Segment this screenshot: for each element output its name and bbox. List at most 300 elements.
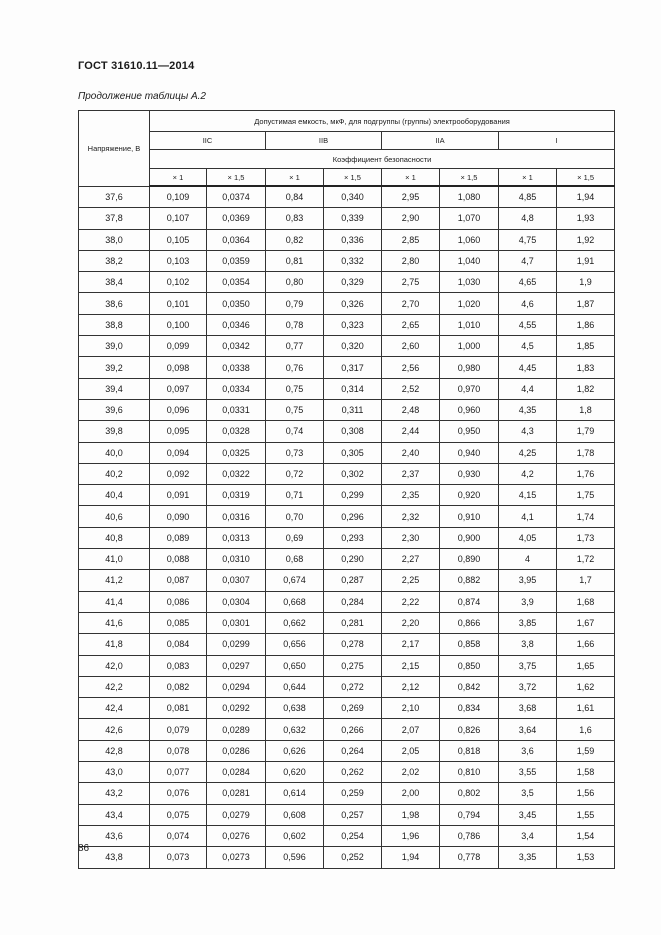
table-header — [79, 111, 615, 187]
capacitance-cell: 0,296 — [324, 506, 382, 527]
capacitance-cell: 1,75 — [557, 485, 615, 506]
capacitance-cell: 0,284 — [324, 591, 382, 612]
capacitance-cell: 0,0359 — [207, 250, 266, 271]
capacitance-cell: 2,02 — [382, 762, 440, 783]
capacitance-cell: 1,94 — [557, 186, 615, 208]
voltage-cell: 39,6 — [79, 399, 150, 420]
capacitance-cell: 0,0369 — [207, 208, 266, 229]
table-row — [79, 336, 615, 357]
capacitance-cell: 1,72 — [557, 549, 615, 570]
capacitance-cell: 2,80 — [382, 250, 440, 271]
capacitance-cell: 3,55 — [499, 762, 557, 783]
capacitance-cell: 4,3 — [499, 421, 557, 442]
capacitance-cell: 2,22 — [382, 591, 440, 612]
capacitance-cell: 0,317 — [324, 357, 382, 378]
capacitance-cell: 4,35 — [499, 399, 557, 420]
factor-header: × 1,5 — [207, 169, 266, 187]
table-row — [79, 506, 615, 527]
capacitance-cell: 0,68 — [266, 549, 324, 570]
capacitance-cell: 0,608 — [266, 804, 324, 825]
voltage-cell: 40,8 — [79, 527, 150, 548]
capacitance-cell: 0,644 — [266, 676, 324, 697]
capacitance-cell: 1,8 — [557, 399, 615, 420]
capacitance-cell: 0,668 — [266, 591, 324, 612]
factor-header: × 1,5 — [440, 169, 499, 187]
table-row — [79, 314, 615, 335]
capacitance-cell: 0,290 — [324, 549, 382, 570]
capacitance-cell: 0,076 — [150, 783, 207, 804]
capacitance-cell: 0,0322 — [207, 463, 266, 484]
capacitance-cell: 0,75 — [266, 399, 324, 420]
table-row — [79, 783, 615, 804]
capacitance-cell: 2,48 — [382, 399, 440, 420]
capacitance-cell: 1,87 — [557, 293, 615, 314]
capacitance-cell: 0,650 — [266, 655, 324, 676]
capacitance-cell: 4,15 — [499, 485, 557, 506]
table-row — [79, 250, 615, 271]
capacitance-cell: 0,083 — [150, 655, 207, 676]
voltage-cell: 40,4 — [79, 485, 150, 506]
table-row — [79, 357, 615, 378]
capacitance-cell: 0,293 — [324, 527, 382, 548]
capacitance-cell: 0,778 — [440, 847, 499, 868]
table-row — [79, 293, 615, 314]
capacitance-cell: 2,60 — [382, 336, 440, 357]
capacitance-table — [78, 110, 615, 869]
capacitance-cell: 0,096 — [150, 399, 207, 420]
capacitance-cell: 4,6 — [499, 293, 557, 314]
capacitance-cell: 0,940 — [440, 442, 499, 463]
voltage-cell: 37,6 — [79, 186, 150, 208]
capacitance-cell: 0,980 — [440, 357, 499, 378]
capacitance-cell: 1,040 — [440, 250, 499, 271]
capacitance-cell: 0,0294 — [207, 676, 266, 697]
table-row — [79, 399, 615, 420]
capacitance-cell: 0,82 — [266, 229, 324, 250]
table-row — [79, 698, 615, 719]
voltage-cell: 41,4 — [79, 591, 150, 612]
capacitance-cell: 0,950 — [440, 421, 499, 442]
capacitance-cell: 0,834 — [440, 698, 499, 719]
capacitance-cell: 0,079 — [150, 719, 207, 740]
capacitance-cell: 0,786 — [440, 825, 499, 846]
capacitance-cell: 1,67 — [557, 612, 615, 633]
capacitance-cell: 0,082 — [150, 676, 207, 697]
capacitance-cell: 1,66 — [557, 634, 615, 655]
capacitance-cell: 0,920 — [440, 485, 499, 506]
capacitance-cell: 2,65 — [382, 314, 440, 335]
capacitance-cell: 0,095 — [150, 421, 207, 442]
capacitance-cell: 0,73 — [266, 442, 324, 463]
group-header: IIA — [382, 132, 499, 150]
capacitance-cell: 0,77 — [266, 336, 324, 357]
capacitance-cell: 0,810 — [440, 762, 499, 783]
capacitance-cell: 4,05 — [499, 527, 557, 548]
voltage-cell: 39,0 — [79, 336, 150, 357]
capacitance-cell: 0,340 — [324, 186, 382, 208]
capacitance-cell: 4,8 — [499, 208, 557, 229]
capacitance-cell: 0,632 — [266, 719, 324, 740]
capacitance-cell: 2,25 — [382, 570, 440, 591]
capacitance-cell: 1,61 — [557, 698, 615, 719]
capacitance-cell: 0,900 — [440, 527, 499, 548]
capacitance-cell: 0,0374 — [207, 186, 266, 208]
capacitance-cell: 0,70 — [266, 506, 324, 527]
capacitance-cell: 0,098 — [150, 357, 207, 378]
capacitance-cell: 1,91 — [557, 250, 615, 271]
capacitance-cell: 1,070 — [440, 208, 499, 229]
capacitance-cell: 2,90 — [382, 208, 440, 229]
capacitance-cell: 1,000 — [440, 336, 499, 357]
capacitance-cell: 3,75 — [499, 655, 557, 676]
capacitance-cell: 0,910 — [440, 506, 499, 527]
capacitance-cell: 1,78 — [557, 442, 615, 463]
capacitance-cell: 3,8 — [499, 634, 557, 655]
capacitance-cell: 0,302 — [324, 463, 382, 484]
capacitance-cell: 0,272 — [324, 676, 382, 697]
capacitance-cell: 0,79 — [266, 293, 324, 314]
table-row — [79, 442, 615, 463]
capacitance-cell: 3,35 — [499, 847, 557, 868]
capacitance-cell: 0,0301 — [207, 612, 266, 633]
capacitance-cell: 0,100 — [150, 314, 207, 335]
capacitance-cell: 0,874 — [440, 591, 499, 612]
voltage-cell: 39,2 — [79, 357, 150, 378]
voltage-column-header: Напряжение, В — [79, 111, 150, 187]
capacitance-cell: 0,0307 — [207, 570, 266, 591]
table-row — [79, 378, 615, 399]
capacitance-cell: 0,0284 — [207, 762, 266, 783]
factor-header: × 1,5 — [324, 169, 382, 187]
capacitance-cell: 0,107 — [150, 208, 207, 229]
capacitance-cell: 1,68 — [557, 591, 615, 612]
capacitance-cell: 0,281 — [324, 612, 382, 633]
table-row — [79, 527, 615, 548]
capacitance-cell: 0,077 — [150, 762, 207, 783]
capacitance-cell: 0,84 — [266, 186, 324, 208]
capacitance-cell: 1,58 — [557, 762, 615, 783]
capacitance-cell: 0,620 — [266, 762, 324, 783]
capacitance-cell: 0,71 — [266, 485, 324, 506]
voltage-cell: 42,0 — [79, 655, 150, 676]
capacitance-cell: 0,842 — [440, 676, 499, 697]
capacitance-cell: 0,090 — [150, 506, 207, 527]
table-row — [79, 762, 615, 783]
capacitance-cell: 0,259 — [324, 783, 382, 804]
table-row — [79, 272, 615, 293]
table-row — [79, 719, 615, 740]
capacitance-cell: 2,15 — [382, 655, 440, 676]
capacitance-cell: 4 — [499, 549, 557, 570]
voltage-cell: 39,8 — [79, 421, 150, 442]
capacitance-cell: 0,339 — [324, 208, 382, 229]
capacitance-cell: 0,0325 — [207, 442, 266, 463]
capacitance-cell: 0,826 — [440, 719, 499, 740]
voltage-cell: 39,4 — [79, 378, 150, 399]
table-row — [79, 485, 615, 506]
capacitance-header: Допустимая емкость, мкФ, для подгруппы (группы) электрооборудования — [150, 111, 615, 132]
capacitance-cell: 0,0299 — [207, 634, 266, 655]
capacitance-cell: 0,626 — [266, 740, 324, 761]
group-header: IIC — [150, 132, 266, 150]
table-body — [79, 186, 615, 868]
capacitance-cell: 0,103 — [150, 250, 207, 271]
capacitance-cell: 1,020 — [440, 293, 499, 314]
capacitance-cell: 0,818 — [440, 740, 499, 761]
capacitance-cell: 0,0304 — [207, 591, 266, 612]
capacitance-cell: 0,099 — [150, 336, 207, 357]
capacitance-cell: 1,92 — [557, 229, 615, 250]
capacitance-cell: 1,83 — [557, 357, 615, 378]
capacitance-cell: 3,85 — [499, 612, 557, 633]
capacitance-cell: 3,9 — [499, 591, 557, 612]
capacitance-cell: 2,95 — [382, 186, 440, 208]
capacitance-cell: 3,5 — [499, 783, 557, 804]
capacitance-cell: 1,56 — [557, 783, 615, 804]
capacitance-cell: 1,93 — [557, 208, 615, 229]
capacitance-cell: 1,030 — [440, 272, 499, 293]
capacitance-cell: 1,73 — [557, 527, 615, 548]
capacitance-cell: 0,0338 — [207, 357, 266, 378]
capacitance-cell: 0,83 — [266, 208, 324, 229]
voltage-cell: 41,6 — [79, 612, 150, 633]
capacitance-cell: 0,329 — [324, 272, 382, 293]
capacitance-cell: 1,74 — [557, 506, 615, 527]
capacitance-cell: 0,073 — [150, 847, 207, 868]
capacitance-cell: 4,25 — [499, 442, 557, 463]
capacitance-cell: 2,05 — [382, 740, 440, 761]
capacitance-cell: 4,75 — [499, 229, 557, 250]
capacitance-cell: 1,55 — [557, 804, 615, 825]
table-row — [79, 847, 615, 868]
voltage-cell: 42,2 — [79, 676, 150, 697]
capacitance-cell: 0,085 — [150, 612, 207, 633]
voltage-cell: 43,4 — [79, 804, 150, 825]
capacitance-cell: 1,080 — [440, 186, 499, 208]
capacitance-cell: 0,0354 — [207, 272, 266, 293]
capacitance-cell: 0,092 — [150, 463, 207, 484]
capacitance-cell: 0,866 — [440, 612, 499, 633]
factor-header: × 1 — [499, 169, 557, 187]
voltage-cell: 42,4 — [79, 698, 150, 719]
capacitance-cell: 1,59 — [557, 740, 615, 761]
capacitance-cell: 0,596 — [266, 847, 324, 868]
capacitance-cell: 0,656 — [266, 634, 324, 655]
capacitance-cell: 0,075 — [150, 804, 207, 825]
capacitance-cell: 0,614 — [266, 783, 324, 804]
capacitance-cell: 0,78 — [266, 314, 324, 335]
factor-header: × 1 — [266, 169, 324, 187]
capacitance-cell: 0,102 — [150, 272, 207, 293]
table-caption: Продолжение таблицы А.2 — [78, 91, 206, 102]
capacitance-cell: 0,0279 — [207, 804, 266, 825]
capacitance-cell: 2,27 — [382, 549, 440, 570]
capacitance-cell: 1,85 — [557, 336, 615, 357]
capacitance-cell: 1,54 — [557, 825, 615, 846]
capacitance-cell: 0,101 — [150, 293, 207, 314]
capacitance-cell: 0,674 — [266, 570, 324, 591]
safety-factor-header: Коэффициент безопасности — [150, 150, 615, 169]
capacitance-cell: 0,882 — [440, 570, 499, 591]
capacitance-cell: 0,326 — [324, 293, 382, 314]
document-title: ГОСТ 31610.11—2014 — [78, 60, 195, 72]
factor-header: × 1 — [150, 169, 207, 187]
voltage-cell: 42,8 — [79, 740, 150, 761]
capacitance-cell: 1,060 — [440, 229, 499, 250]
capacitance-cell: 0,662 — [266, 612, 324, 633]
capacitance-cell: 0,890 — [440, 549, 499, 570]
capacitance-cell: 0,087 — [150, 570, 207, 591]
capacitance-cell: 0,314 — [324, 378, 382, 399]
capacitance-cell: 1,010 — [440, 314, 499, 335]
capacitance-cell: 4,4 — [499, 378, 557, 399]
capacitance-cell: 0,930 — [440, 463, 499, 484]
voltage-cell: 40,0 — [79, 442, 150, 463]
voltage-cell: 43,2 — [79, 783, 150, 804]
capacitance-cell: 3,64 — [499, 719, 557, 740]
capacitance-cell: 1,86 — [557, 314, 615, 335]
capacitance-cell: 0,0281 — [207, 783, 266, 804]
capacitance-cell: 0,109 — [150, 186, 207, 208]
capacitance-cell: 0,332 — [324, 250, 382, 271]
capacitance-cell: 2,32 — [382, 506, 440, 527]
capacitance-cell: 0,0297 — [207, 655, 266, 676]
table-row — [79, 804, 615, 825]
capacitance-cell: 1,96 — [382, 825, 440, 846]
capacitance-cell: 4,45 — [499, 357, 557, 378]
capacitance-cell: 1,98 — [382, 804, 440, 825]
table-row — [79, 229, 615, 250]
capacitance-cell: 0,287 — [324, 570, 382, 591]
capacitance-cell: 0,0276 — [207, 825, 266, 846]
capacitance-cell: 0,278 — [324, 634, 382, 655]
capacitance-cell: 2,07 — [382, 719, 440, 740]
capacitance-cell: 3,6 — [499, 740, 557, 761]
capacitance-cell: 0,257 — [324, 804, 382, 825]
voltage-cell: 43,0 — [79, 762, 150, 783]
voltage-cell: 38,2 — [79, 250, 150, 271]
capacitance-cell: 4,85 — [499, 186, 557, 208]
table-row — [79, 208, 615, 229]
capacitance-cell: 0,086 — [150, 591, 207, 612]
capacitance-cell: 2,10 — [382, 698, 440, 719]
voltage-cell: 40,2 — [79, 463, 150, 484]
capacitance-cell: 0,0316 — [207, 506, 266, 527]
capacitance-cell: 0,0346 — [207, 314, 266, 335]
capacitance-cell: 0,69 — [266, 527, 324, 548]
voltage-cell: 38,6 — [79, 293, 150, 314]
capacitance-cell: 2,20 — [382, 612, 440, 633]
capacitance-cell: 0,850 — [440, 655, 499, 676]
capacitance-cell: 3,45 — [499, 804, 557, 825]
capacitance-cell: 1,6 — [557, 719, 615, 740]
capacitance-cell: 0,105 — [150, 229, 207, 250]
capacitance-cell: 0,970 — [440, 378, 499, 399]
capacitance-cell: 0,094 — [150, 442, 207, 463]
voltage-cell: 40,6 — [79, 506, 150, 527]
capacitance-cell: 1,82 — [557, 378, 615, 399]
capacitance-cell: 0,074 — [150, 825, 207, 846]
capacitance-cell: 0,089 — [150, 527, 207, 548]
capacitance-cell: 0,097 — [150, 378, 207, 399]
capacitance-cell: 0,254 — [324, 825, 382, 846]
voltage-cell: 38,8 — [79, 314, 150, 335]
capacitance-cell: 2,35 — [382, 485, 440, 506]
capacitance-cell: 0,0313 — [207, 527, 266, 548]
capacitance-cell: 1,76 — [557, 463, 615, 484]
capacitance-cell: 0,0334 — [207, 378, 266, 399]
capacitance-cell: 2,70 — [382, 293, 440, 314]
capacitance-cell: 2,40 — [382, 442, 440, 463]
capacitance-cell: 2,12 — [382, 676, 440, 697]
capacitance-cell: 1,79 — [557, 421, 615, 442]
capacitance-cell: 0,323 — [324, 314, 382, 335]
capacitance-cell: 0,320 — [324, 336, 382, 357]
capacitance-cell: 0,0289 — [207, 719, 266, 740]
capacitance-cell: 3,68 — [499, 698, 557, 719]
capacitance-cell: 0,0350 — [207, 293, 266, 314]
table-row — [79, 676, 615, 697]
capacitance-cell: 2,75 — [382, 272, 440, 293]
table-row — [79, 421, 615, 442]
capacitance-cell: 0,264 — [324, 740, 382, 761]
capacitance-cell: 0,299 — [324, 485, 382, 506]
voltage-cell: 38,0 — [79, 229, 150, 250]
capacitance-cell: 0,75 — [266, 378, 324, 399]
capacitance-cell: 0,252 — [324, 847, 382, 868]
table-row — [79, 463, 615, 484]
capacitance-cell: 0,0286 — [207, 740, 266, 761]
capacitance-cell: 2,00 — [382, 783, 440, 804]
capacitance-cell: 2,30 — [382, 527, 440, 548]
capacitance-cell: 3,4 — [499, 825, 557, 846]
capacitance-cell: 0,0364 — [207, 229, 266, 250]
capacitance-cell: 0,088 — [150, 549, 207, 570]
capacitance-cell: 2,85 — [382, 229, 440, 250]
table-row — [79, 825, 615, 846]
capacitance-cell: 3,95 — [499, 570, 557, 591]
capacitance-cell: 0,0273 — [207, 847, 266, 868]
capacitance-cell: 0,74 — [266, 421, 324, 442]
capacitance-cell: 0,960 — [440, 399, 499, 420]
capacitance-cell: 0,266 — [324, 719, 382, 740]
capacitance-cell: 0,091 — [150, 485, 207, 506]
factor-header: × 1 — [382, 169, 440, 187]
voltage-cell: 43,6 — [79, 825, 150, 846]
voltage-cell: 41,0 — [79, 549, 150, 570]
capacitance-cell: 0,084 — [150, 634, 207, 655]
page-number: 86 — [78, 843, 90, 854]
capacitance-cell: 1,62 — [557, 676, 615, 697]
capacitance-cell: 0,72 — [266, 463, 324, 484]
factor-header: × 1,5 — [557, 169, 615, 187]
capacitance-cell: 1,9 — [557, 272, 615, 293]
capacitance-cell: 0,80 — [266, 272, 324, 293]
capacitance-cell: 0,262 — [324, 762, 382, 783]
table-row — [79, 549, 615, 570]
capacitance-cell: 1,94 — [382, 847, 440, 868]
table-row — [79, 186, 615, 208]
capacitance-cell: 1,7 — [557, 570, 615, 591]
voltage-cell: 43,8 — [79, 847, 150, 868]
capacitance-cell: 0,0292 — [207, 698, 266, 719]
capacitance-cell: 0,794 — [440, 804, 499, 825]
capacitance-cell: 2,37 — [382, 463, 440, 484]
capacitance-cell: 4,5 — [499, 336, 557, 357]
table-row — [79, 591, 615, 612]
capacitance-cell: 0,0342 — [207, 336, 266, 357]
capacitance-cell: 0,638 — [266, 698, 324, 719]
